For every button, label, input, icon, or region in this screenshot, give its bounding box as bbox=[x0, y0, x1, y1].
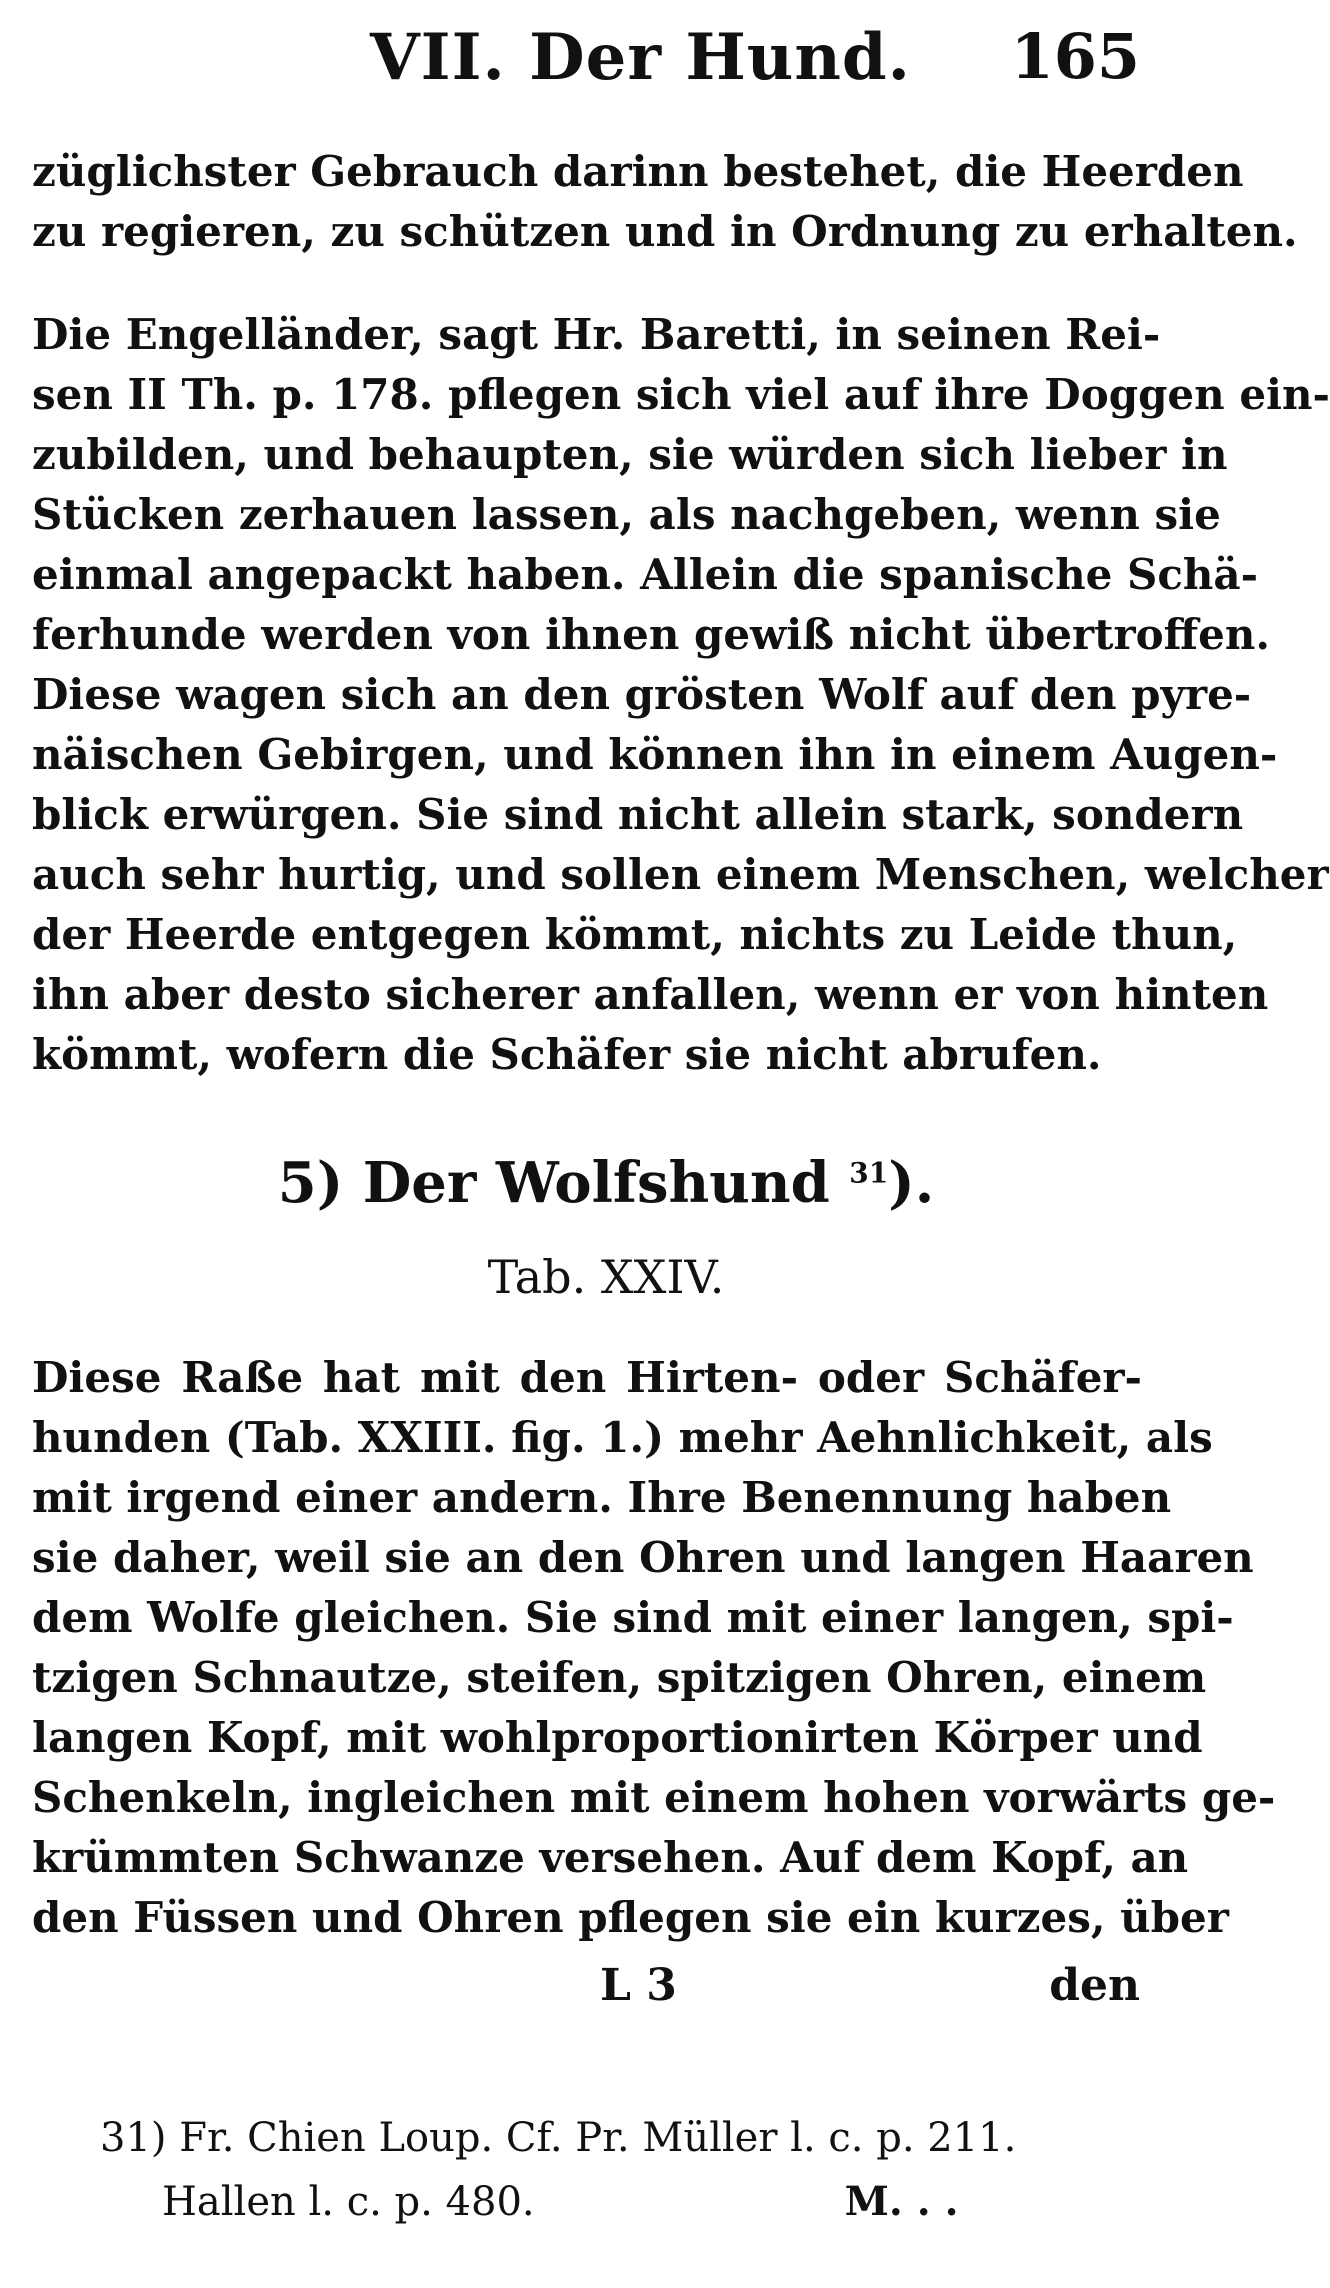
text-line: den Füssen und Ohren pflegen sie ein kurzes, über bbox=[32, 1893, 1229, 1942]
text-line: ihn aber desto sicherer anfallen, wenn er von hinten bbox=[32, 970, 1269, 1019]
text-line: tzigen Schnautze, steifen, spitzigen Ohren, einem bbox=[32, 1653, 1207, 1702]
text-line: der Heerde entgegen kömmt, nichts zu Leide thun, bbox=[32, 910, 1238, 959]
text-line: kömmt, wofern die Schäfer sie nicht abrufen. bbox=[32, 1030, 1102, 1079]
text-line: mit irgend einer andern. Ihre Benennung haben bbox=[32, 1473, 1172, 1522]
text-line: näischen Gebirgen, und können ihn in einem Augen- bbox=[32, 730, 1278, 779]
footnote-reference: Hallen l. c. p. 480. bbox=[162, 2179, 535, 2225]
plate-reference: Tab. XXIV. bbox=[487, 1250, 725, 1304]
text-line: langen Kopf, mit wohlproportionirten Körper und bbox=[32, 1713, 1203, 1762]
paragraph-1 bbox=[32, 142, 1298, 262]
paragraph-2 bbox=[32, 305, 1330, 1085]
text-line: hunden (Tab. XXIII. fig. 1.) mehr Aehnlichkeit, als bbox=[32, 1413, 1213, 1462]
section-heading bbox=[0, 1150, 1212, 1216]
section-heading-close: ). bbox=[888, 1150, 935, 1216]
text-line: Schenkeln, ingleichen mit einem hohen vorwärts ge- bbox=[32, 1773, 1276, 1822]
catchword: den bbox=[1049, 1960, 1140, 2011]
footnote-line-2 bbox=[162, 2178, 1202, 2225]
text-line: blick erwürgen. Sie sind nicht allein stark, sondern bbox=[32, 790, 1244, 839]
text-line: Die Engelländer, sagt Hr. Baretti, in seinen Rei- bbox=[32, 310, 1161, 359]
section-heading-text: 5) Der Wolfshund bbox=[277, 1150, 830, 1216]
text-line: zu regieren, zu schützen und in Ordnung zu erhalten. bbox=[32, 207, 1298, 256]
text-line: sie daher, weil sie an den Ohren und langen Haaren bbox=[32, 1533, 1254, 1582]
text-line: sen II Th. p. 178. pflegen sich viel auf ihre Doggen ein- bbox=[32, 370, 1330, 419]
signature-mark: L 3 bbox=[600, 1960, 677, 2011]
text-line: dem Wolfe gleichen. Sie sind mit einer langen, spi- bbox=[32, 1593, 1234, 1642]
footnote-marker: 31 bbox=[849, 1156, 889, 1190]
text-line: krümmten Schwanze versehen. Auf dem Kopf, an bbox=[32, 1833, 1189, 1882]
text-line: zubilden, und behaupten, sie würden sich lieber in bbox=[32, 430, 1228, 479]
text-line: Stücken zerhauen lassen, als nachgeben, wenn sie bbox=[32, 490, 1221, 539]
page-number: 165 bbox=[1010, 20, 1140, 93]
running-title: VII. Der Hund. bbox=[370, 20, 911, 95]
paragraph-3 bbox=[32, 1348, 1276, 1948]
text-line: Diese Raße hat mit den Hirten- oder Schäfer- bbox=[32, 1353, 1142, 1402]
footnote-initial: M. . . bbox=[844, 2178, 959, 2225]
text-line: einmal angepackt haben. Allein die spanische Schä- bbox=[32, 550, 1259, 599]
text-line: auch sehr hurtig, und sollen einem Menschen, welcher bbox=[32, 850, 1329, 899]
page-header bbox=[0, 20, 1212, 130]
text-line: ferhunde werden von ihnen gewiß nicht übertroffen. bbox=[32, 610, 1270, 659]
text-line: züglichster Gebrauch darinn bestehet, die Heerden bbox=[32, 147, 1244, 196]
footnote-line-1: 31) Fr. Chien Loup. Cf. Pr. Müller l. c. p. 211. bbox=[100, 2115, 1017, 2161]
text-line: Diese wagen sich an den grösten Wolf auf den pyre- bbox=[32, 670, 1252, 719]
